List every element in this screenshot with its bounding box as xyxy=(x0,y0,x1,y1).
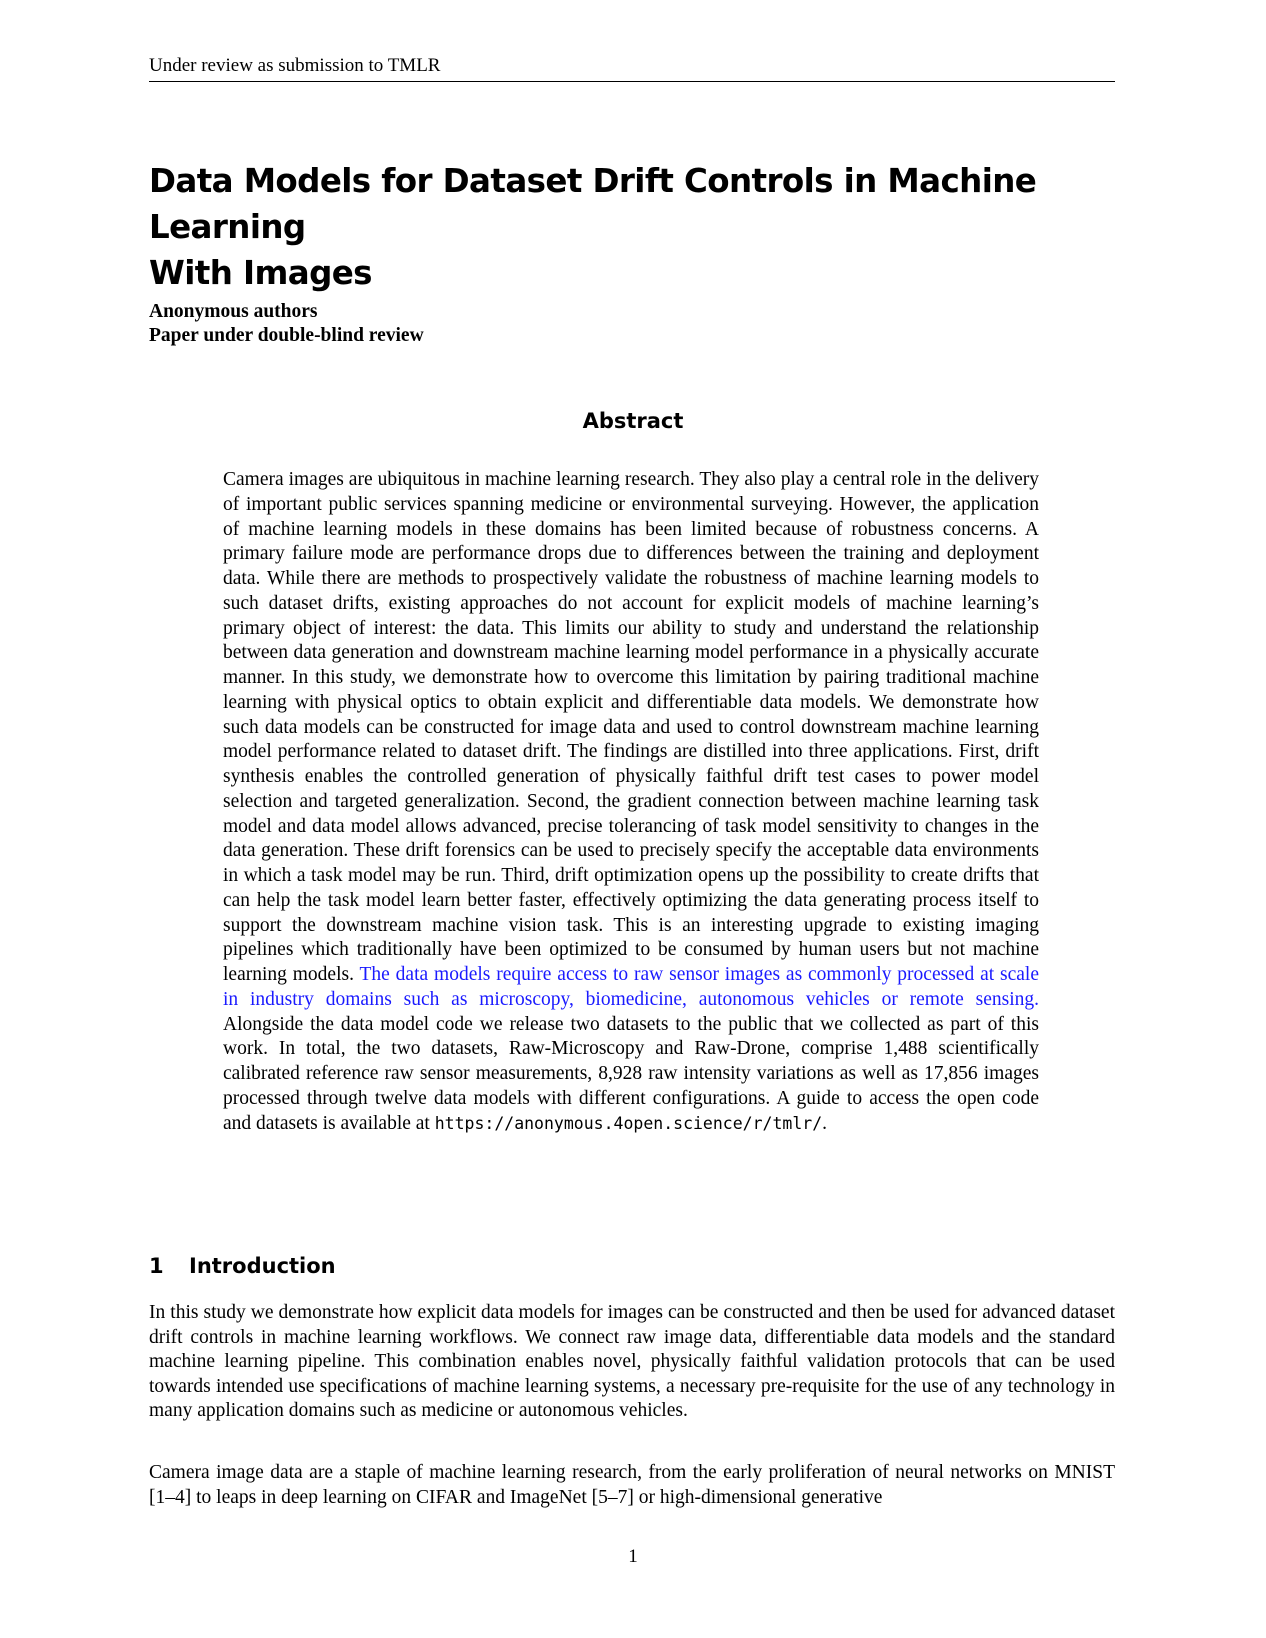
running-header: Under review as submission to TMLR xyxy=(149,54,1115,82)
intro-paragraph-2: Camera image data are a staple of machine learning research, from the early proliferation of neural networks on MNIST [1–4] to leaps in deep learning on CIFAR and ImageNet [5–7] or high-dimensional generative xyxy=(149,1462,1115,1508)
section-heading-introduction xyxy=(149,1253,336,1279)
authors: Anonymous authors xyxy=(149,301,318,322)
section-title: Introduction xyxy=(189,1254,336,1278)
affiliation: Paper under double-blind review xyxy=(149,325,424,346)
intro-paragraph-1: In this study we demonstrate how explicit data models for images can be constructed and then be used for advanced dataset drift controls in machine learning workflows. We connect raw image data, differentiable data models and the standard machine learning pipeline. This combination enables novel, physically faithful validation protocols that can be used towards intended use specifications of machine learning systems, a necessary pre-requisite for the use of any technology in many application domains such as medicine or autonomous vehicles. xyxy=(149,1302,1115,1422)
author-block xyxy=(149,300,424,348)
abstract-text-part-1: Camera images are ubiquitous in machine learning research. They also play a central role in the delivery of important public services spanning medicine or environmental surveying. However, the application of machine learning models in these domains has been limited because of robustness concerns. A primary failure mode are performance drops due to differences between the training and deployment data. While there are methods to prospectively validate the robustness of machine learning models to such dataset drifts, existing approaches do not account for explicit models of machine learning’s primary object of interest: the data. This limits our ability to study and understand the relationship between data generation and downstream machine learning model performance in a physically accurate manner. In this study, we demonstrate how to overcome this limitation by pairing traditional machine learning with physical optics to obtain explicit and differentiable data models. We demonstrate how such data models can be constructed for image data and used to control downstream machine learning model performance related to dataset drift. The findings are distilled into three applications. First, drift synthesis enables the controlled generation of physically faithful drift test cases to power model selection and targeted generalization. Second, the gradient connection between machine learning task model and data model allows advanced, precise tolerancing of task model sensitivity to changes in the data generation. These drift forensics can be used to precisely specify the acceptable data environments in which a task model may be run. Third, drift optimization opens up the possibility to create drifts that can help the task model learn better faster, effectively optimizing the data generating process itself to support the downstream machine vision task. This is an interesting upgrade to existing imaging pipelines which traditionally have been optimized to be consumed by human users but not machine learning models. xyxy=(223,469,1039,985)
paper-title xyxy=(149,158,1129,296)
section-number: 1 xyxy=(149,1254,164,1278)
page-number: 1 xyxy=(628,1546,638,1567)
paper-title-line-1: Data Models for Dataset Drift Controls in Machine Learning xyxy=(149,162,1037,246)
code-url: https://anonymous.4open.science/r/tmlr/ xyxy=(434,1113,823,1133)
abstract-highlighted-text: The data models require access to raw sensor images as commonly processed at scale in industry domains such as microscopy, biomedicine, autonomous vehicles or remote sensing. xyxy=(223,964,1039,1010)
abstract-heading: Abstract xyxy=(582,409,684,433)
abstract-text-part-2: Alongside the data model code we release two datasets to the public that we collected as part of this work. In total, the two datasets, Raw-Microscopy and Raw-Drone, comprise 1,488 scientifically calibrated reference raw sensor measurements, 8,928 raw intensity variations as well as 17,856 images processed through twelve data models with different configurations. A guide to access the open code and datasets is available at xyxy=(223,1013,1039,1134)
abstract-closing: . xyxy=(822,1112,828,1134)
abstract-text xyxy=(223,468,1039,1136)
paper-title-line-2: With Images xyxy=(149,254,372,292)
